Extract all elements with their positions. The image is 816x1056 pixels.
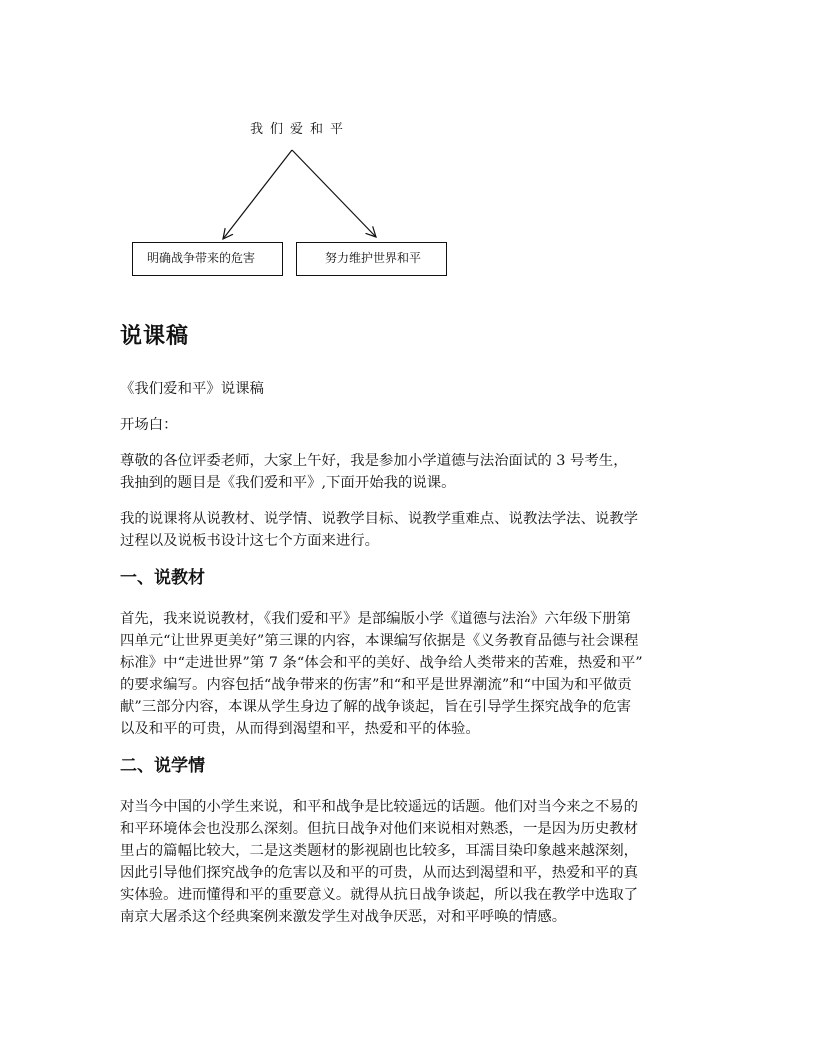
section2-paragraph <box>120 796 700 928</box>
section1-line: 标准》中“走进世界”第 7 条“体会和平的美好、战争给人类带来的苦难，热爱和平” <box>120 655 643 671</box>
section2-line: 实体验。进而懂得和平的重要意义。就得从抗日战争谈起，所以我在教学中选取了 <box>120 887 639 903</box>
opening-label: 开场白： <box>120 417 178 433</box>
overview-line: 过程以及说板书设计这七个方面来进行。 <box>120 533 380 549</box>
section2-line: 里占的篇幅比较大，二是这类题材的影视剧也比较多，耳濡目染印象越来越深刻， <box>120 843 639 859</box>
section1-heading: 一、说教材 <box>120 568 205 588</box>
section2-heading: 二、说学情 <box>120 756 205 776</box>
section2-line: 因此引导他们探究战争的危害以及和平的可贵，从而达到渴望和平，热爱和平的真 <box>120 865 639 881</box>
arrow-right <box>292 150 376 237</box>
document-body <box>120 322 700 942</box>
diagram-box-war-harm: 明确战争带来的危害 <box>132 242 283 276</box>
overview-line: 我的说课将从说教材、说学情、说教学目标、说教学重难点、说教法学法、说教学 <box>120 511 639 527</box>
section2-line: 和平环境体会也没那么深刻。但抗日战争对他们来说相对熟悉，一是因为历史教材 <box>120 821 639 837</box>
section2-line: 对当今中国的小学生来说，和平和战争是比较遥远的话题。他们对当今来之不易的 <box>120 799 639 815</box>
section1-line: 以及和平的可贵，从而得到渴望和平，热爱和平的体验。 <box>120 721 480 737</box>
arrow-left <box>223 150 292 239</box>
section1-line: 的要求编写。内容包括“战争带来的伤害”和“和平是世界潮流”和“中国为和平做贡 <box>120 677 632 693</box>
section1-line: 首先，我来说说教材，《我们爱和平》是部编版小学《道德与法治》六年级下册第 <box>120 611 631 627</box>
section1-paragraph <box>120 608 700 740</box>
section1-line: 献”三部分内容，本课从学生身边了解的战争谈起，旨在引导学生探究战争的危害 <box>120 699 632 715</box>
diagram-box-maintain-peace: 努力维护世界和平 <box>296 242 447 276</box>
diagram-title: 我们爱和平 <box>249 122 350 137</box>
greeting-line: 我抽到的题目是《我们爱和平》,下面开始我的说课。 <box>120 475 456 491</box>
section2-line: 南京大屠杀这个经典案例来激发学生对战争厌恶，对和平呼唤的情感。 <box>120 909 567 925</box>
doc-subtitle: 《我们爱和平》说课稿 <box>120 381 264 397</box>
section1-line: 四单元“让世界更美好”第三课的内容，本课编写依据是《义务教育品德与社会课程 <box>120 633 639 649</box>
doc-heading: 说课稿 <box>120 324 190 349</box>
greeting-line: 尊敬的各位评委老师，大家上午好，我是参加小学道德与法治面试的 3 号考生， <box>120 453 628 469</box>
board-diagram <box>0 0 816 300</box>
overview-paragraph <box>120 508 700 552</box>
greeting-paragraph <box>120 450 700 494</box>
